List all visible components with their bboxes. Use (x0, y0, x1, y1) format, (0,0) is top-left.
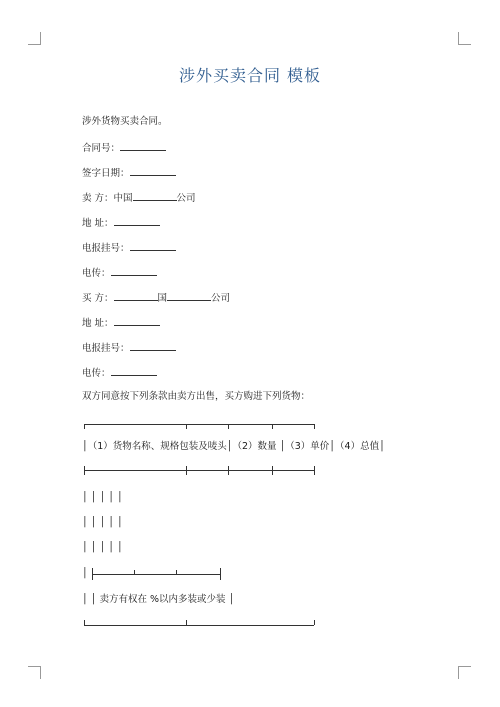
table-row: │ (82, 568, 88, 579)
agreement-text: 双方同意按下列条款由卖方出售，买方购进下列货物： (82, 391, 311, 402)
blank-line[interactable] (114, 291, 158, 301)
fax-field-1: 电传： (82, 266, 157, 280)
seller-field: 卖 方：中国 公司 (82, 193, 196, 204)
table-header-row: │（1）货物名称、规格包装及唛头│（2）数量 │（3）单价│（4）总值│ (82, 441, 385, 452)
table-rule-tick (228, 466, 229, 475)
table-rule-tick (176, 570, 177, 575)
telegram-field-2: 电报挂号： (82, 341, 176, 355)
contract-no-field: 合同号： (82, 141, 166, 155)
table-rule-tick (134, 570, 135, 575)
tolerance-row: │ │ 卖方有权在 %以内多装或少装 │ (82, 594, 235, 605)
blank-line[interactable] (130, 166, 176, 176)
blank-line[interactable] (111, 266, 157, 276)
table-rule-tick (84, 466, 85, 475)
table-row: │ │ │ │ │ (82, 492, 123, 503)
blank-line[interactable] (130, 241, 176, 251)
table-subtotal-rule (92, 574, 220, 575)
table-rule-tick (84, 620, 85, 625)
sign-date-field: 签字日期： (82, 166, 176, 180)
blank-line[interactable] (120, 141, 166, 151)
fax-field-2: 电传： (82, 366, 157, 380)
table-rule-tick (186, 620, 187, 625)
table-row: │ │ │ │ │ (82, 517, 123, 528)
page-title: 涉外买卖合同 模板 (178, 66, 322, 85)
corner-mark-top-left (28, 32, 41, 45)
table-top-rule (84, 424, 314, 425)
table-rule-tick (314, 466, 315, 475)
intro-text: 涉外货物买卖合同。 (82, 116, 168, 127)
table-rule-tick (228, 424, 229, 429)
telegram-field-1: 电报挂号： (82, 241, 176, 255)
corner-mark-bottom-left (28, 666, 41, 679)
address-field-2: 地 址： (82, 316, 160, 330)
blank-line[interactable] (114, 316, 160, 326)
table-rule-tick (272, 466, 273, 475)
table-rule-tick (186, 466, 187, 475)
address-field-1: 地 址： (82, 216, 160, 230)
table-rule-tick (220, 568, 221, 580)
table-header-rule (84, 470, 314, 471)
table-rule-tick (186, 424, 187, 429)
table-rule-tick (314, 620, 315, 625)
blank-line[interactable] (114, 216, 160, 226)
table-rule-tick (314, 424, 315, 429)
corner-mark-bottom-right (458, 666, 471, 679)
blank-line[interactable] (133, 191, 177, 201)
table-rule-tick (272, 424, 273, 429)
table-bottom-rule (84, 625, 314, 626)
buyer-field: 买 方： 国 公司 (82, 293, 231, 304)
table-row: │ │ │ │ │ (82, 542, 123, 553)
blank-line[interactable] (111, 366, 157, 376)
blank-line[interactable] (167, 291, 211, 301)
table-rule-tick (84, 424, 85, 429)
blank-line[interactable] (130, 341, 176, 351)
corner-mark-top-right (458, 32, 471, 45)
